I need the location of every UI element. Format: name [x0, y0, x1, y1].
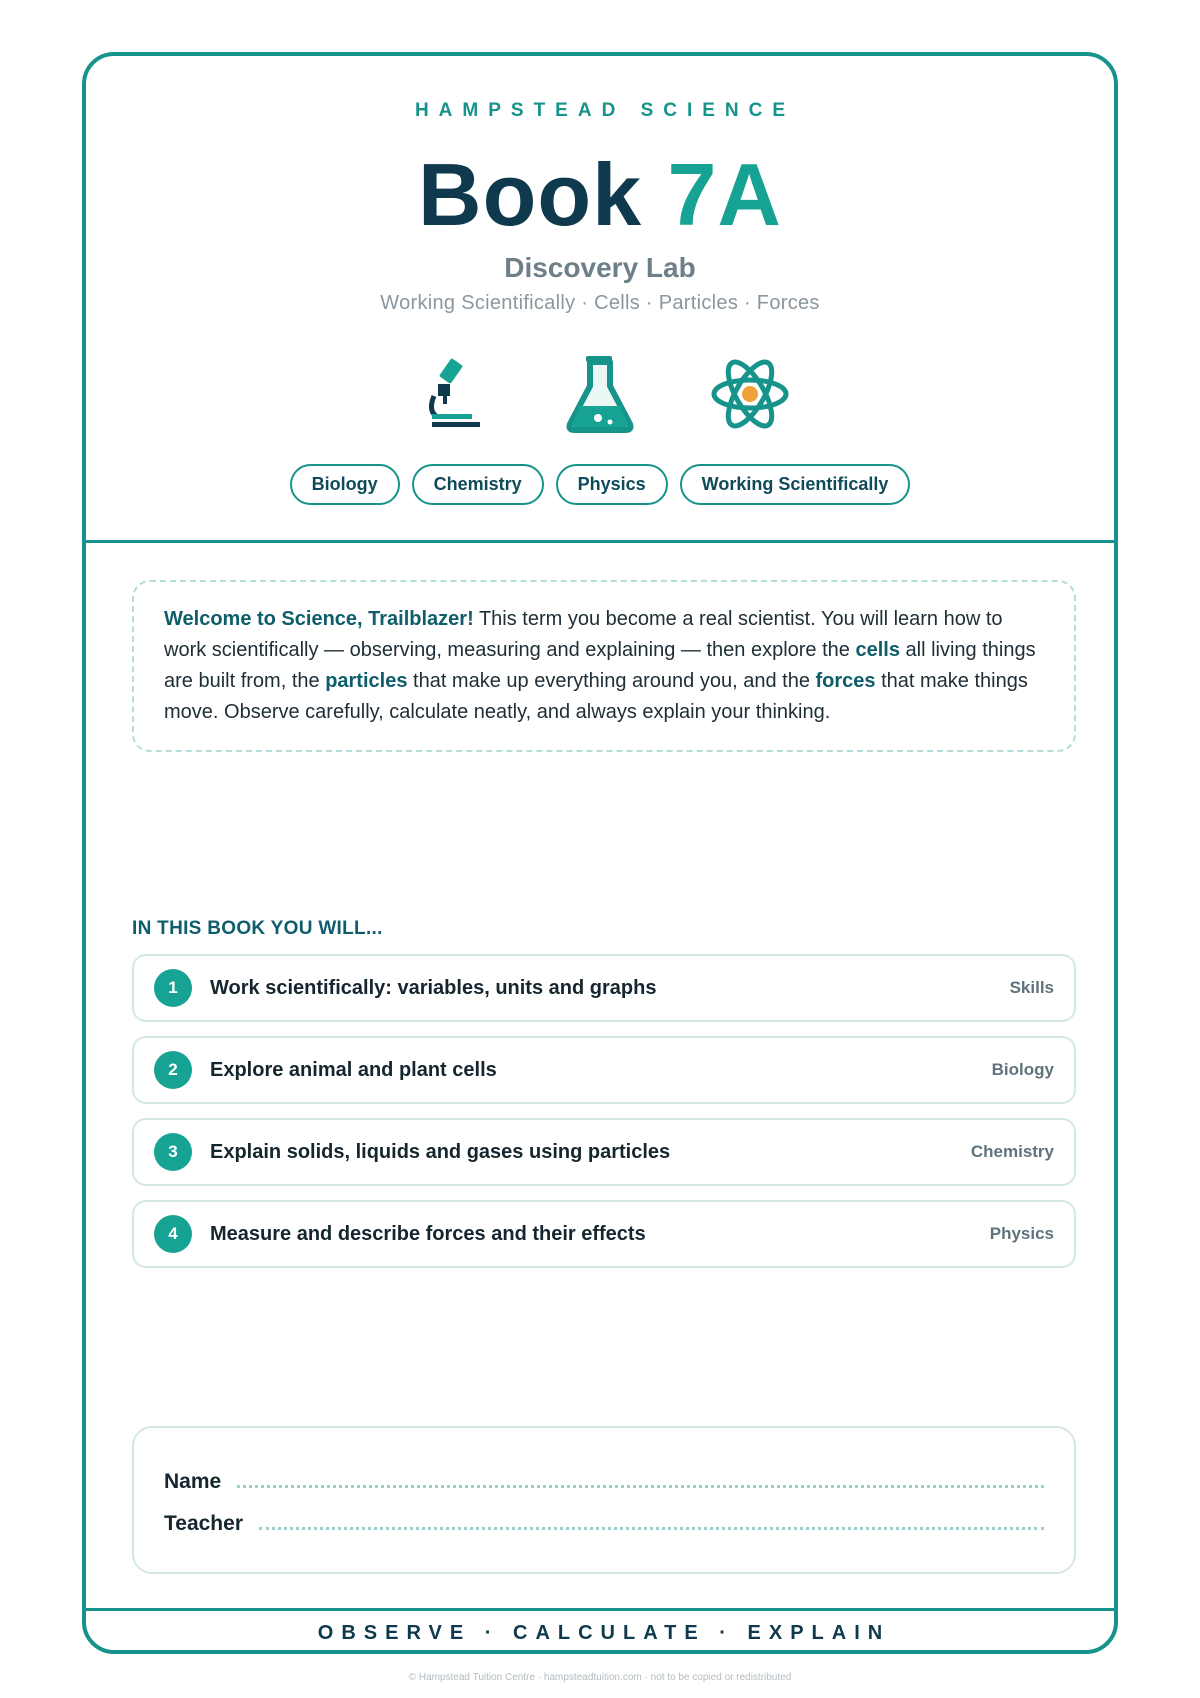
keyword-cells: cells	[855, 639, 900, 661]
goal-text: Measure and describe forces and their effects	[210, 1222, 646, 1245]
goal-subject: Biology	[991, 1060, 1054, 1079]
teacher-field[interactable]	[164, 1506, 1044, 1536]
motto: OBSERVE · CALCULATE · EXPLAIN	[317, 1622, 891, 1644]
keyword-forces: forces	[815, 670, 876, 692]
atom-icon	[708, 352, 792, 436]
goals-list	[132, 954, 1076, 1282]
welcome-greeting: Welcome to Science, Trailblazer!	[164, 608, 474, 630]
name-field[interactable]	[164, 1464, 1044, 1494]
goal-number: 3	[154, 1133, 192, 1171]
cover-header	[86, 56, 1114, 542]
goal-text: Explore animal and plant cells	[210, 1058, 497, 1081]
goal-text: Work scientifically: variables, units and graphs	[210, 976, 657, 999]
header-divider	[86, 540, 1114, 543]
student-details-box	[132, 1426, 1076, 1574]
goal-number: 4	[154, 1215, 192, 1253]
goal-number: 2	[154, 1051, 192, 1089]
welcome-text-2: all living things are built from, the	[164, 639, 1036, 692]
tag-working-scientifically: Working Scientifically	[680, 464, 911, 505]
copyright-footer: © Hampstead Tuition Centre · hampsteadtuition.com · not to be copied or redistributed	[408, 1672, 792, 1683]
goal-subject: Skills	[1009, 978, 1054, 997]
goal-item	[132, 1118, 1076, 1186]
microscope-icon	[408, 352, 492, 436]
goal-subject: Physics	[989, 1224, 1054, 1243]
tag-physics: Physics	[556, 464, 668, 505]
name-write-line[interactable]	[237, 1485, 1044, 1488]
goals-heading: IN THIS BOOK YOU WILL...	[132, 918, 383, 939]
brand-name: HAMPSTEAD SCIENCE	[414, 100, 796, 121]
subject-tags	[86, 464, 1114, 505]
book-subtitle: Discovery Lab	[504, 252, 696, 283]
flask-icon	[558, 352, 642, 436]
goal-subject: Chemistry	[970, 1142, 1054, 1161]
topics-line: Working Scientifically · Cells · Particles · Forces	[380, 292, 820, 314]
book-title	[86, 144, 1114, 246]
goal-item	[132, 954, 1076, 1022]
subject-icons	[86, 352, 1114, 436]
teacher-label: Teacher	[164, 1512, 243, 1535]
name-label: Name	[164, 1470, 222, 1493]
tag-biology: Biology	[290, 464, 400, 505]
footer-divider	[86, 1608, 1114, 1611]
book-title-code: 7A	[667, 145, 782, 244]
welcome-text-1: This term you become a real scientist. You will learn how to work scientifically — observing, measuring and explaining — then explore the	[164, 608, 1003, 661]
teacher-write-line[interactable]	[259, 1527, 1044, 1530]
page-frame	[82, 52, 1118, 1654]
goal-number: 1	[154, 969, 192, 1007]
welcome-box	[132, 580, 1076, 752]
welcome-text-3: that make up everything around you, and the	[407, 670, 816, 692]
keyword-particles: particles	[325, 670, 408, 692]
goal-text: Explain solids, liquids and gases using particles	[210, 1140, 671, 1163]
book-title-main: Book	[418, 145, 643, 244]
welcome-text-4: that make things move. Observe carefully, calculate neatly, and always explain your thinking.	[164, 670, 1028, 723]
goal-item	[132, 1036, 1076, 1104]
tag-chemistry: Chemistry	[412, 464, 544, 505]
goal-item	[132, 1200, 1076, 1268]
